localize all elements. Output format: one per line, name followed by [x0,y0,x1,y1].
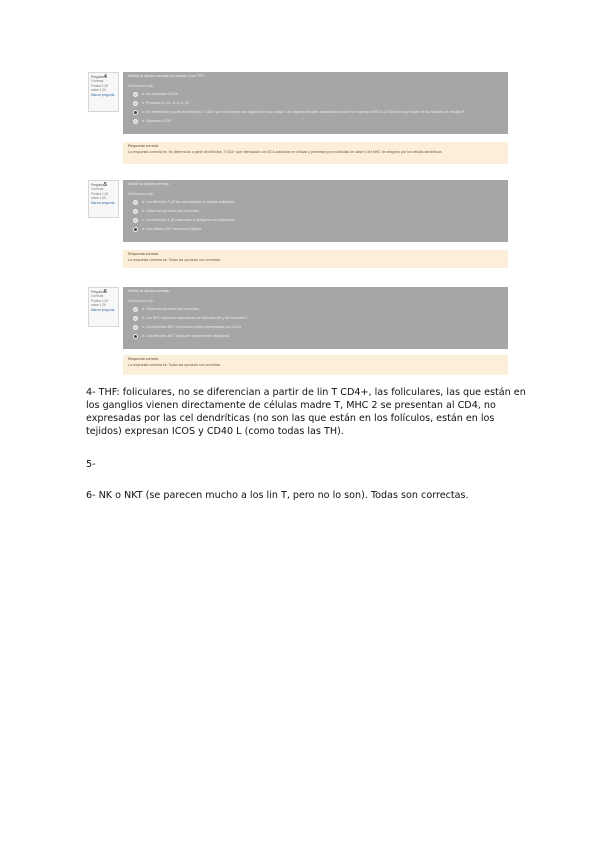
option-a[interactable]: a. Todas las opciones son correctas [128,305,503,314]
select-one-prompt: Seleccione una: [128,191,154,196]
question-info [88,72,119,112]
radio-button[interactable] [133,209,138,214]
question-status: Correcta [91,294,104,299]
question-number: Pregunta5 [91,182,107,188]
option-d[interactable]: d. Expresan ICOS [128,117,503,126]
question-score: Puntúa 1,00 sobre 1,00 [91,298,109,308]
flag-question-link[interactable]: Marcar pregunta [91,307,115,312]
question-status: Correcta [91,79,104,84]
option-b[interactable]: b. Todas las opciones son correctas [128,207,503,216]
radio-button[interactable] [133,218,138,223]
radio-button[interactable] [133,119,138,124]
feedback-box [123,355,508,375]
flag-question-link[interactable]: Marcar pregunta [91,200,115,205]
radio-button-checked[interactable] [133,227,138,232]
question-info [88,287,119,327]
study-notes-5 [86,458,526,471]
question-content [123,287,508,349]
note-question-5: 5- [86,459,96,470]
radio-button[interactable] [133,92,138,97]
feedback-text: La respuesta correcta es: Todas las opciones son correctas [128,257,221,262]
radio-button[interactable] [133,316,138,321]
question-score: Puntúa 1,00 sobre 1,00 [91,191,109,201]
question-info [88,180,119,218]
question-text: Señale la opción correcta en relación a los TFH: [128,74,205,78]
question-text: Señale la opción correcta: [128,182,170,186]
feedback-text: La respuesta correcta es: Todas las opciones son correctas [128,362,221,367]
radio-button[interactable] [133,200,138,205]
select-one-prompt: Seleccione una: [128,298,154,303]
question-score: Puntúa 1,00 sobre 1,00 [91,83,109,93]
radio-button-checked[interactable] [133,110,138,115]
feedback-text: La respuesta correcta es: Se diferencian a partir de linfocitos T CD4+ que interactúan con DCs activados en células y presentan por moléculas de clase II del MHC de antígeno por los células dendríticas [128,149,442,154]
option-c[interactable]: c. Se diferencian a partir de linfocitos T CD4+ que encuentran con ligandos en las zonas T de órganos linfoides secundarios donde se expresan MHC-II y CD4 pero que están en los folículos de células B [128,108,503,117]
option-a[interactable]: a. No expresan CD40L [128,90,503,99]
note-question-6: 6- NK o NKT (se parecen mucho a los lin T, pero no lo son). Todas son correctas. [86,490,469,501]
study-notes-6 [86,489,526,502]
question-number: Pregunta4 [91,74,107,80]
select-one-prompt: Seleccione una: [128,83,154,88]
feedback-title: Respuesta correcta [128,357,159,361]
question-status: Correcta [91,187,104,192]
feedback-box [123,142,508,164]
note-question-4: 4- THF: foliculares, no se diferencian a partir de lin T CD4+, las foliculares, las que están en los ganglios vienen directamente de células madre T, MHC 2 se presentan al CD4, no expresadas por las cel dendríticas (no son las que están en los folículos, están en los tejidos) expresan ICOS y CD40 L (como todas las TH). [86,387,526,437]
option-d[interactable]: d. Los linfocitos NKT producen rápidamente citoquinas [128,332,503,341]
question-content [123,180,508,242]
option-c[interactable]: c. Los linfocitos T γδ responden a antígenos no peptídicos [128,216,503,225]
question-number: Pregunta6 [91,289,107,295]
radio-button[interactable] [133,325,138,330]
radio-button[interactable] [133,307,138,312]
option-b[interactable]: b. Producen IL-21, IL-4, IL-10 [128,99,503,108]
feedback-title: Respuesta correcta [128,144,159,148]
question-content [123,72,508,134]
feedback-title: Respuesta correcta [128,252,159,256]
radio-button-checked[interactable] [133,334,138,339]
flag-question-link[interactable]: Marcar pregunta [91,92,115,97]
radio-button[interactable] [133,101,138,106]
question-text: Señale la opción correcta: [128,289,170,293]
study-notes [86,386,526,438]
feedback-box [123,250,508,268]
option-a[interactable]: a. Los linfocitos T γδ son abundantes en tejidos epiteliales [128,198,503,207]
option-d[interactable]: d. Las células NKT reconocen lípidos [128,225,503,234]
option-b[interactable]: b. Los NKT expresan marcadores de linfocitos NK y de linfocitos T [128,314,503,323]
option-c[interactable]: c. Los linfocitos NKT reconocen lípidos presentados por CD1d [128,323,503,332]
